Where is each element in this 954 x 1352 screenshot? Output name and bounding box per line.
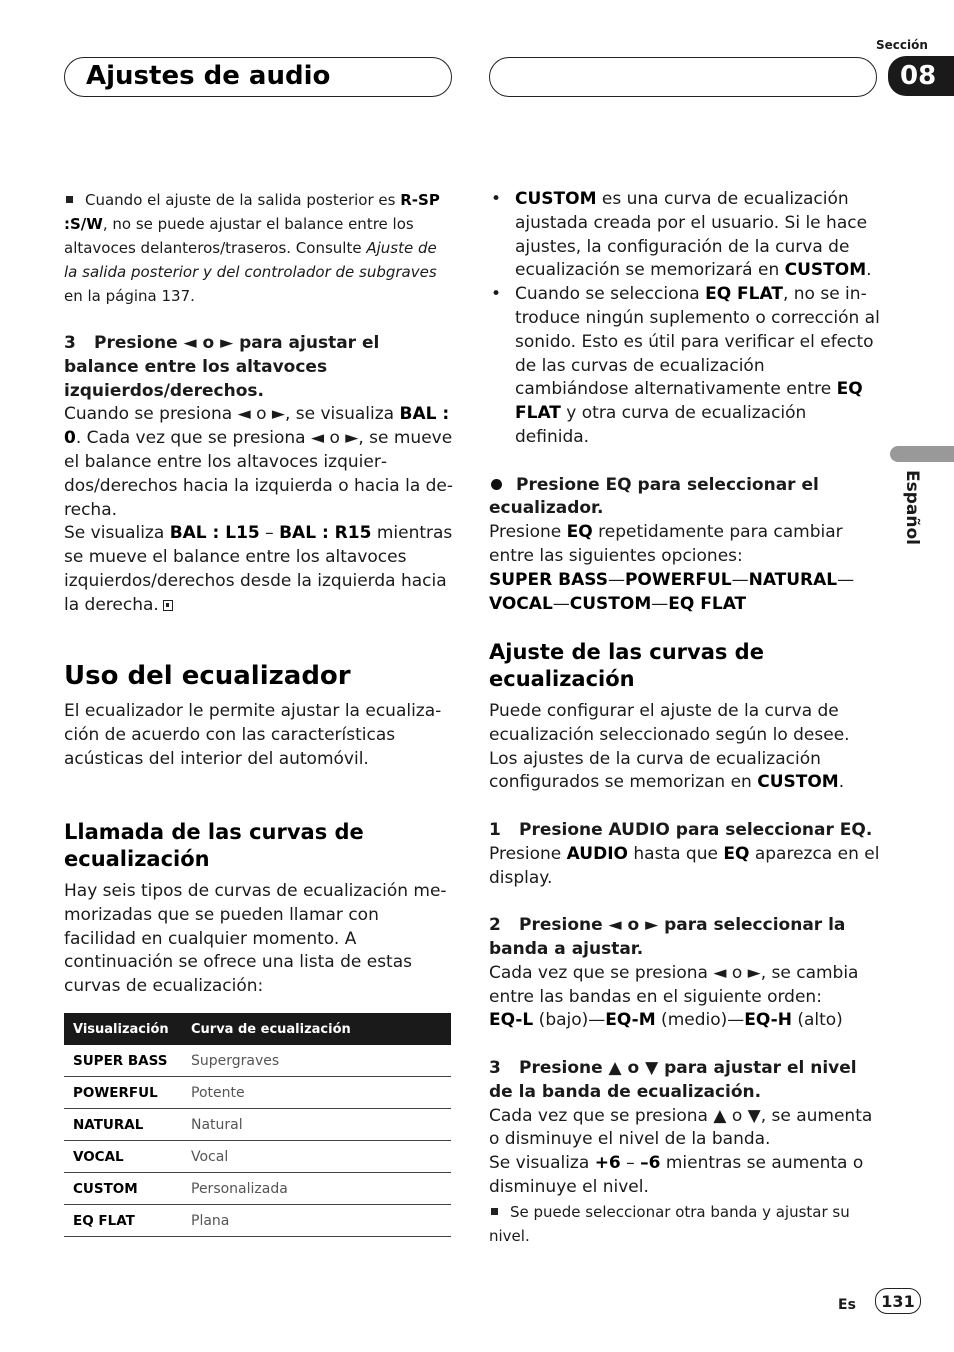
right-column: [489, 188, 881, 616]
page-title: Ajustes de audio: [86, 61, 331, 91]
table-row: [64, 1077, 451, 1109]
subsection-heading: Llamada de las curvas de ecualización: [64, 820, 364, 871]
step-number: 3: [489, 1057, 501, 1078]
note-code: R-SP :S/W: [64, 191, 440, 233]
text: , no se introduce ningún suplemento o corrección al sonido. Esto es útil para verificar el efecto de las curvas de ecualización cambiándose alternativamente entre: [515, 284, 880, 400]
table-cell: SUPER BASS: [64, 1045, 182, 1077]
text: (medio)—: [655, 1010, 745, 1031]
section-number-badge: 08: [888, 56, 954, 96]
text: hasta que: [627, 843, 724, 864]
eq-option: EQ FLAT: [668, 593, 747, 614]
table-cell: Vocal: [182, 1141, 451, 1173]
display-code: AUDIO: [566, 843, 628, 864]
step-3-paragraph-1: [64, 403, 454, 522]
step-2-title: [489, 914, 881, 962]
text: –: [620, 1153, 641, 1174]
section-heading: Uso del ecualizador: [64, 661, 351, 691]
text: . Cada vez que se presiona ◄ o ►, se mueve el balance entre los altavoces izquierdos/derechos hacia la izquierda o hacia la derecha.: [64, 428, 454, 520]
display-code: EQ: [566, 522, 593, 543]
adjust-content: [489, 700, 881, 1248]
text: repetidamente para cambiar entre las siguientes opciones:: [489, 522, 843, 566]
separator: —: [607, 569, 625, 590]
display-code: +6: [594, 1153, 621, 1174]
display-code: BAL : 0: [64, 404, 450, 449]
eq-option: VOCAL: [489, 593, 553, 614]
text: Se visualiza: [489, 1153, 595, 1174]
note-text-post: en la página 137.: [64, 287, 195, 305]
step-title: Presione AUDIO para seleccionar EQ.: [519, 819, 873, 840]
eq-sequence: [489, 569, 881, 617]
eq-option: CUSTOM: [569, 593, 652, 614]
text: mientras se aumenta o disminuye el nivel.: [489, 1153, 864, 1197]
recall-heading: [64, 819, 454, 873]
left-column: [64, 188, 454, 618]
display-code: EQ: [723, 843, 750, 864]
step-2-paragraph: Cada vez que se presiona ◄ o ►, se cambia entre las bandas en el siguiente orden:: [489, 962, 859, 1007]
end-mark-icon: [163, 600, 173, 611]
display-code: EQ FLAT: [515, 379, 863, 424]
table-cell: Natural: [182, 1109, 451, 1141]
section-label: Sección: [876, 38, 928, 52]
text: mientras se mueve el balance entre los altavoces izquierdos/derechos desde la izquierda hacia la derecha.: [64, 523, 453, 615]
note-reference: Ajuste de la salida posterior y del controlador de subgraves: [64, 239, 437, 281]
text: es una curva de ecualización ajustada creada por el usuario. Si le hace ajustes, la configuración de la curva de ecualización se memorizará en: [515, 189, 868, 281]
recall-text: [64, 880, 454, 999]
text: .: [866, 260, 872, 281]
step-title: Presione ▲ o ▼ para ajustar el nivel de la banda de ecualización.: [489, 1057, 857, 1102]
text: (bajo)—: [533, 1010, 606, 1031]
table-header: Visualización: [64, 1013, 182, 1045]
adjust-heading: [489, 639, 881, 693]
eq-flat-bullet: [489, 283, 881, 450]
header-right-frame: [489, 57, 877, 97]
step-1-paragraph: [489, 843, 881, 891]
text: (alto): [791, 1010, 843, 1031]
note-text-mid: , no se puede ajustar el balance entre los altavoces delanteros/traseros. Consulte: [64, 215, 414, 257]
note-square-icon: [66, 196, 73, 203]
table-header-row: [64, 1013, 451, 1045]
table-row: [64, 1205, 451, 1237]
band-code: EQ-H: [744, 1010, 792, 1031]
custom-bullet: [489, 188, 881, 283]
eq-select-paragraph: [489, 521, 881, 569]
rear-output-note: [64, 188, 454, 308]
table-cell: NATURAL: [64, 1109, 182, 1141]
table-cell: VOCAL: [64, 1141, 182, 1173]
display-code: –6: [640, 1153, 661, 1174]
text: Cuando se selecciona: [515, 284, 706, 305]
eq-curves-table: [64, 1013, 451, 1237]
subsection-heading: Ajuste de las curvas de ecualización: [489, 640, 764, 691]
step-3-level-title: [489, 1057, 881, 1105]
page-number: 131: [875, 1288, 921, 1314]
eq-option: SUPER BASS: [489, 569, 608, 590]
footer-language: Es: [838, 1297, 856, 1313]
band-code: EQ-M: [605, 1010, 656, 1031]
step-number: 1: [489, 819, 501, 840]
equalizer-intro: [64, 700, 454, 771]
text: –: [259, 523, 280, 544]
table-row: [64, 1045, 451, 1077]
equalizer-heading: [64, 661, 464, 691]
table-row: [64, 1141, 451, 1173]
recall-paragraph: Hay seis tipos de curvas de ecualización memorizadas que se pueden llamar con facilidad en cualquier momento. A continuación se ofrece una lista de estas curvas de ecualización:: [64, 881, 447, 997]
eq-option: POWERFUL: [624, 569, 732, 590]
step-title: Presione EQ para seleccionar el ecualizador.: [489, 474, 819, 519]
display-code: BAL : R15: [279, 523, 372, 544]
text: Se visualiza: [64, 523, 170, 544]
note-square-icon: [491, 1208, 498, 1215]
separator: —: [837, 569, 855, 590]
separator: —: [731, 569, 749, 590]
step-number: 3: [64, 333, 76, 353]
text: y otra curva de ecualización definida.: [515, 403, 807, 447]
text: aparezca en el display.: [489, 843, 880, 888]
display-code: EQ FLAT: [705, 284, 783, 305]
table-cell: Supergraves: [182, 1045, 451, 1077]
display-code: CUSTOM: [515, 189, 597, 209]
table-row: [64, 1173, 451, 1205]
eq-option: NATURAL: [748, 569, 838, 590]
separator: —: [651, 593, 669, 614]
step-1-title: [489, 819, 881, 843]
display-code: CUSTOM: [757, 772, 839, 793]
text: Cuando se presiona ◄ o ►, se visualiza: [64, 404, 400, 425]
adjust-intro: [489, 700, 881, 795]
table-cell: POWERFUL: [64, 1077, 182, 1109]
band-note: [489, 1200, 881, 1248]
step-3-paragraph-2: [64, 522, 454, 617]
table-cell: EQ FLAT: [64, 1205, 182, 1237]
step-3-paragraph-1: Cada vez que se presiona ▲ o ▼, se aumenta o disminuye el nivel de la banda.: [489, 1105, 873, 1150]
step-number: 2: [489, 915, 501, 936]
table-row: [64, 1109, 451, 1141]
band-code: EQ-L: [489, 1010, 534, 1031]
note-text: Cuando el ajuste de la salida posterior es: [85, 191, 401, 209]
display-code: BAL : L15: [169, 523, 260, 544]
table-cell: Plana: [182, 1205, 451, 1237]
eq-select-step-title: [489, 474, 881, 522]
intro-text: El ecualizador le permite ajustar la ecualización de acuerdo con las características acústicas del interior del automóvil.: [64, 701, 442, 769]
text: Presione: [489, 522, 567, 543]
text: Se puede seleccionar otra banda y ajustar su nivel.: [489, 1202, 850, 1245]
band-order: [489, 1009, 881, 1033]
step-dot-icon: [491, 479, 502, 490]
text: Puede configurar el ajuste de la curva de ecualización seleccionado según lo desee. Los ajustes de la curva de ecualización configurados se memorizan en: [489, 701, 850, 793]
table-cell: Personalizada: [182, 1173, 451, 1205]
table-header: Curva de ecualización: [182, 1013, 451, 1045]
language-label: Español: [902, 470, 922, 545]
text: .: [838, 772, 845, 793]
step-3-balance-title: [64, 332, 454, 403]
table-cell: Potente: [182, 1077, 451, 1109]
text: Presione: [489, 843, 567, 864]
separator: —: [552, 593, 570, 614]
table-cell: CUSTOM: [64, 1173, 182, 1205]
language-tab: [890, 446, 954, 462]
step-title: Presione ◄ o ► para ajustar el balance entre los altavoces izquierdos/derechos.: [64, 333, 380, 401]
step-3-paragraph-2: [489, 1152, 881, 1200]
display-code: CUSTOM: [784, 260, 867, 281]
step-title: Presione ◄ o ► para seleccionar la banda a ajustar.: [489, 915, 846, 959]
